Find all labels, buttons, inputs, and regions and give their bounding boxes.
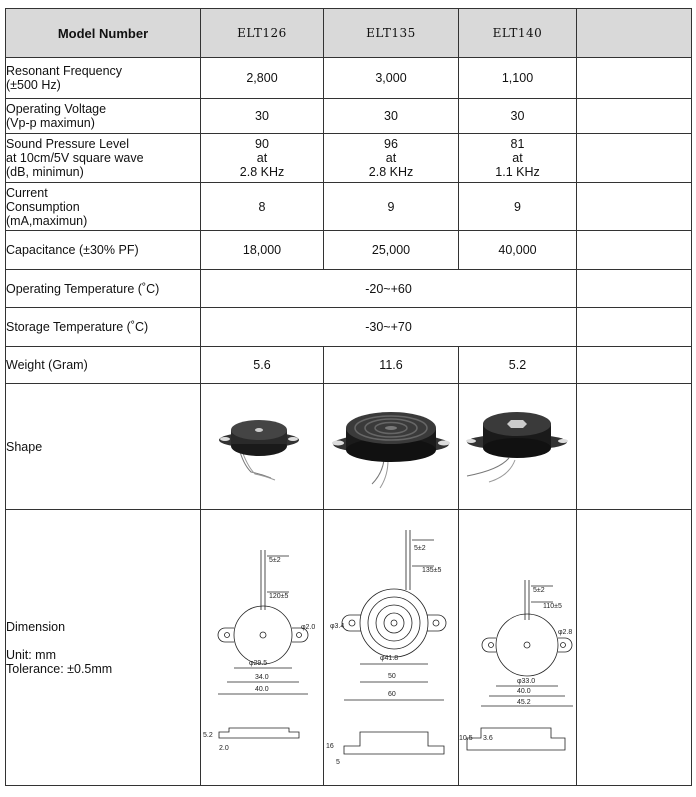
value bbox=[201, 134, 324, 183]
row-shape bbox=[6, 384, 692, 510]
dim-side-width: 3.6 bbox=[483, 735, 493, 742]
value: 25,000 bbox=[324, 231, 459, 270]
dim-pin: φ2.8 bbox=[558, 629, 573, 636]
dim-width-2: 40.0 bbox=[255, 686, 269, 693]
label-shape: Shape bbox=[6, 384, 201, 510]
blank-cell bbox=[577, 308, 692, 347]
label-line: (mA,maximun) bbox=[6, 213, 88, 228]
dim-pin: φ3.4 bbox=[330, 623, 345, 630]
dim-side-width: 2.0 bbox=[219, 745, 229, 752]
dim-top-lead: 5±2 bbox=[414, 545, 426, 552]
label-line: Consumption bbox=[6, 199, 80, 214]
value bbox=[459, 134, 577, 183]
blank-cell bbox=[577, 347, 692, 384]
dim-width-2: 45.2 bbox=[517, 699, 531, 706]
label-spl bbox=[6, 134, 201, 183]
value: 8 bbox=[201, 183, 324, 231]
spec-table bbox=[5, 8, 692, 786]
label-weight: Weight (Gram) bbox=[6, 347, 201, 384]
row-voltage bbox=[6, 99, 692, 134]
label-line: (dB, minimun) bbox=[6, 165, 84, 179]
dimension-drawing-elt126 bbox=[201, 510, 323, 780]
label-line: at 10cm/5V square wave bbox=[6, 151, 144, 165]
value: 2,800 bbox=[201, 58, 324, 99]
dim-lead-length: 135±5 bbox=[422, 567, 442, 574]
dimension-elt135-cell bbox=[324, 510, 459, 786]
blank-cell bbox=[577, 384, 692, 510]
dim-side-height: 10.5 bbox=[459, 735, 473, 742]
header-blank bbox=[577, 9, 692, 58]
dim-width-2: 60 bbox=[388, 691, 396, 698]
value-line: at bbox=[385, 151, 397, 165]
label-op-temp: Operating Temperature (˚C) bbox=[6, 270, 201, 308]
buzzer-elt140-photo bbox=[459, 384, 576, 504]
label-storage-temp: Storage Temperature (˚C) bbox=[6, 308, 201, 347]
value: 5.6 bbox=[201, 347, 324, 384]
value-line: 81 bbox=[510, 137, 525, 151]
dimension-elt140-cell bbox=[459, 510, 577, 786]
label-voltage bbox=[6, 99, 201, 134]
dim-side-width: 5 bbox=[336, 759, 340, 766]
label-line: Current bbox=[6, 185, 48, 200]
blank-cell bbox=[577, 510, 692, 786]
buzzer-elt126-photo bbox=[201, 384, 323, 504]
dimension-drawing-elt135 bbox=[324, 510, 458, 780]
row-spl bbox=[6, 134, 692, 183]
value-line: 96 bbox=[384, 137, 398, 151]
blank-cell bbox=[577, 183, 692, 231]
row-storage-temp bbox=[6, 308, 692, 347]
dim-top-lead: 5±2 bbox=[269, 557, 281, 564]
label-current bbox=[6, 183, 201, 231]
model-elt140: ELT140 bbox=[459, 9, 577, 58]
value-op-temp: -20~+60 bbox=[201, 270, 577, 308]
dim-top-lead: 5±2 bbox=[533, 587, 545, 594]
value: 5.2 bbox=[459, 347, 577, 384]
shape-elt126-cell bbox=[201, 384, 324, 510]
value: 30 bbox=[324, 99, 459, 134]
spacer bbox=[6, 634, 200, 648]
value bbox=[324, 134, 459, 183]
label-capacitance: Capacitance (±30% PF) bbox=[6, 231, 201, 270]
blank-cell bbox=[577, 270, 692, 308]
value: 9 bbox=[324, 183, 459, 231]
model-elt135: ELT135 bbox=[324, 9, 459, 58]
dim-width-1: 50 bbox=[388, 673, 396, 680]
row-current bbox=[6, 183, 692, 231]
header-row bbox=[6, 9, 692, 58]
label-line: Sound Pressure Level bbox=[6, 137, 129, 151]
row-resonant bbox=[6, 58, 692, 99]
value-line: 2.8 KHz bbox=[368, 165, 414, 179]
value-line: 2.8 KHz bbox=[239, 165, 285, 179]
dimension-drawing-elt140 bbox=[459, 510, 576, 780]
shape-elt135-cell bbox=[324, 384, 459, 510]
buzzer-elt135-photo bbox=[324, 384, 458, 504]
dim-width-1: 40.0 bbox=[517, 688, 531, 695]
label-line: (Vp-p maximun) bbox=[6, 116, 95, 130]
value: 40,000 bbox=[459, 231, 577, 270]
value-line: 90 bbox=[255, 137, 269, 151]
value: 18,000 bbox=[201, 231, 324, 270]
value: 30 bbox=[459, 99, 577, 134]
label-dimension bbox=[6, 510, 201, 786]
dim-width-1: 34.0 bbox=[255, 674, 269, 681]
row-op-temp bbox=[6, 270, 692, 308]
model-elt126: ELT126 bbox=[201, 9, 324, 58]
value: 9 bbox=[459, 183, 577, 231]
dimension-elt126-cell bbox=[201, 510, 324, 786]
dim-diameter: φ33.0 bbox=[517, 678, 536, 685]
blank-cell bbox=[577, 134, 692, 183]
dim-diameter: φ29.5 bbox=[249, 660, 268, 667]
value-line: at bbox=[512, 151, 523, 165]
label-resonant bbox=[6, 58, 201, 99]
model-number-header: Model Number bbox=[6, 9, 201, 58]
value: 30 bbox=[201, 99, 324, 134]
dim-lead-length: 120±5 bbox=[269, 593, 289, 600]
spec-table-wrap bbox=[5, 8, 692, 786]
dim-side-height: 5.2 bbox=[203, 732, 213, 739]
dim-side-height: 16 bbox=[326, 743, 334, 750]
label-line: Resonant Frequency bbox=[6, 64, 123, 78]
value-line: 1.1 KHz bbox=[495, 165, 540, 179]
dim-lead-length: 110±5 bbox=[543, 603, 562, 610]
shape-elt140-cell bbox=[459, 384, 577, 510]
row-weight bbox=[6, 347, 692, 384]
label-line: Operating Voltage bbox=[6, 102, 107, 116]
value-storage-temp: -30~+70 bbox=[201, 308, 577, 347]
value: 1,100 bbox=[459, 58, 577, 99]
label-line: (±500 Hz) bbox=[6, 78, 61, 92]
value: 3,000 bbox=[324, 58, 459, 99]
row-dimension bbox=[6, 510, 692, 786]
blank-cell bbox=[577, 58, 692, 99]
blank-cell bbox=[577, 231, 692, 270]
dim-pin: φ2.0 bbox=[301, 624, 316, 631]
row-capacitance bbox=[6, 231, 692, 270]
dim-diameter: φ41.8 bbox=[380, 655, 399, 662]
value-line: at bbox=[256, 151, 268, 165]
dimension-title: Dimension bbox=[6, 619, 66, 634]
dimension-tolerance: Tolerance: ±0.5mm bbox=[6, 661, 113, 676]
dimension-unit: Unit: mm bbox=[6, 647, 56, 662]
blank-cell bbox=[577, 99, 692, 134]
value: 11.6 bbox=[324, 347, 459, 384]
